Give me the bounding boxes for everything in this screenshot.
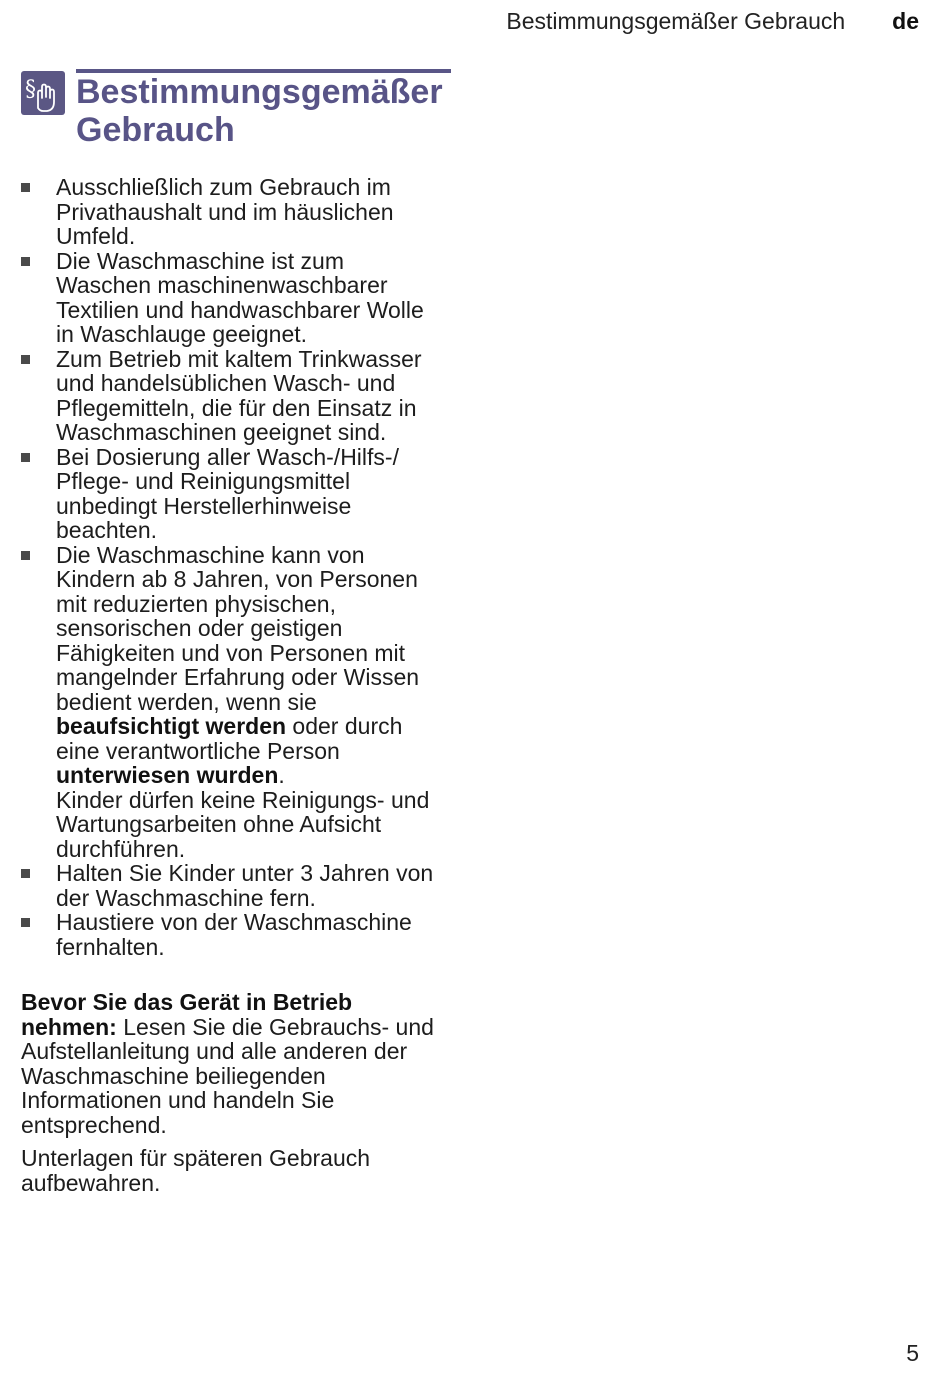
- text-line: Wartungsarbeiten ohne Aufsicht: [56, 811, 382, 837]
- page-number: 5: [906, 1340, 919, 1366]
- language-code: de: [892, 8, 919, 34]
- text-line: Textilien und handwaschbarer Wolle: [56, 296, 424, 323]
- square-bullet-icon: [21, 355, 30, 364]
- text-line: aufbewahren.: [21, 1169, 161, 1196]
- emphasis-before-use: nehmen:: [21, 1013, 117, 1040]
- text-line: Halten Sie Kinder unter 3 Jahren von: [56, 860, 434, 886]
- running-header: [506, 8, 919, 35]
- text-line: Waschmaschine beiliegenden: [21, 1062, 326, 1089]
- text-line: [56, 763, 451, 788]
- text-line: [21, 1015, 451, 1040]
- text-fragment: oder durch: [286, 713, 403, 739]
- list-item: [21, 347, 451, 445]
- text-line: in Waschlauge geeignet.: [56, 321, 308, 347]
- square-bullet-icon: [21, 183, 30, 192]
- emphasis-instructed: unterwiesen wurden: [56, 762, 279, 788]
- keep-documents-paragraph: [21, 1146, 451, 1195]
- list-item: [21, 910, 451, 959]
- list-item: [21, 249, 451, 347]
- text-line: Pflegemitteln, die für den Einsatz in: [56, 394, 417, 421]
- text-line: Waschen maschinenwaschbarer: [56, 272, 388, 298]
- heading-line: Bestimmungsgemäßer: [76, 73, 443, 111]
- list-item: [21, 175, 451, 249]
- emphasis-supervised: beaufsichtigt werden: [56, 713, 287, 739]
- text-line: [21, 990, 451, 1015]
- section-hand-icon: [21, 71, 65, 115]
- text-line: Pflege- und Reinigungsmittel: [56, 468, 351, 494]
- square-bullet-icon: [21, 551, 30, 560]
- usage-list: [21, 175, 451, 959]
- text-line: Umfeld.: [56, 223, 136, 249]
- text-line: Die Waschmaschine ist zum: [56, 247, 345, 274]
- text-line: Haustiere von der Waschmaschine: [56, 909, 412, 935]
- text-line: Ausschließlich zum Gebrauch im: [56, 174, 391, 200]
- square-bullet-icon: [21, 918, 30, 927]
- text-line: Informationen und handeln Sie: [21, 1087, 335, 1113]
- text-line: Bei Dosierung aller Wasch-/Hilfs-/: [56, 443, 399, 470]
- text-line: entsprechend.: [21, 1111, 167, 1138]
- text-line: bedient werden, wenn sie: [56, 688, 317, 715]
- svg-text:§: §: [25, 77, 36, 102]
- emphasis-before-use: Bevor Sie das Gerät in Betrieb: [21, 989, 353, 1015]
- text-line: mit reduzierten physischen,: [56, 590, 336, 617]
- text-line: fernhalten.: [56, 933, 165, 960]
- content-column: [21, 69, 451, 1195]
- before-use-paragraph: [21, 990, 451, 1137]
- square-bullet-icon: [21, 869, 30, 878]
- text-line: Fähigkeiten und von Personen mit: [56, 639, 406, 666]
- text-line: Zum Betrieb mit kaltem Trinkwasser: [56, 345, 422, 372]
- square-bullet-icon: [21, 453, 30, 462]
- list-item: [21, 543, 451, 862]
- section-heading-block: [21, 69, 451, 149]
- text-line: [56, 714, 451, 739]
- text-line: Privathaushalt und im häuslichen: [56, 198, 394, 225]
- text-line: Waschmaschinen geeignet sind.: [56, 419, 387, 445]
- heading-rule: [76, 69, 451, 73]
- text-line: eine verantwortliche Person: [56, 737, 340, 764]
- text-fragment: .: [278, 762, 285, 788]
- text-fragment: Lesen Sie die Gebrauchs- und: [116, 1013, 434, 1040]
- text-line: Kinder dürfen keine Reinigungs- und: [56, 786, 430, 813]
- heading-line: Gebrauch: [76, 111, 235, 149]
- text-line: beachten.: [56, 517, 158, 543]
- running-header-title: Bestimmungsgemäßer Gebrauch: [506, 8, 846, 34]
- text-line: und handelsüblichen Wasch- und: [56, 370, 396, 396]
- square-bullet-icon: [21, 257, 30, 266]
- section-heading: [76, 69, 451, 149]
- text-line: sensorischen oder geistigen: [56, 615, 343, 641]
- text-line: Unterlagen für späteren Gebrauch: [21, 1145, 371, 1171]
- text-line: Die Waschmaschine kann von: [56, 541, 365, 568]
- text-line: durchführen.: [56, 835, 186, 862]
- text-line: unbedingt Herstellerhinweise: [56, 492, 352, 519]
- list-item: [21, 861, 451, 910]
- text-line: Aufstellanleitung und alle anderen der: [21, 1038, 408, 1064]
- list-item: [21, 445, 451, 543]
- text-line: Kindern ab 8 Jahren, von Personen: [56, 566, 418, 592]
- text-line: der Waschmaschine fern.: [56, 884, 316, 911]
- text-line: mangelnder Erfahrung oder Wissen: [56, 664, 420, 690]
